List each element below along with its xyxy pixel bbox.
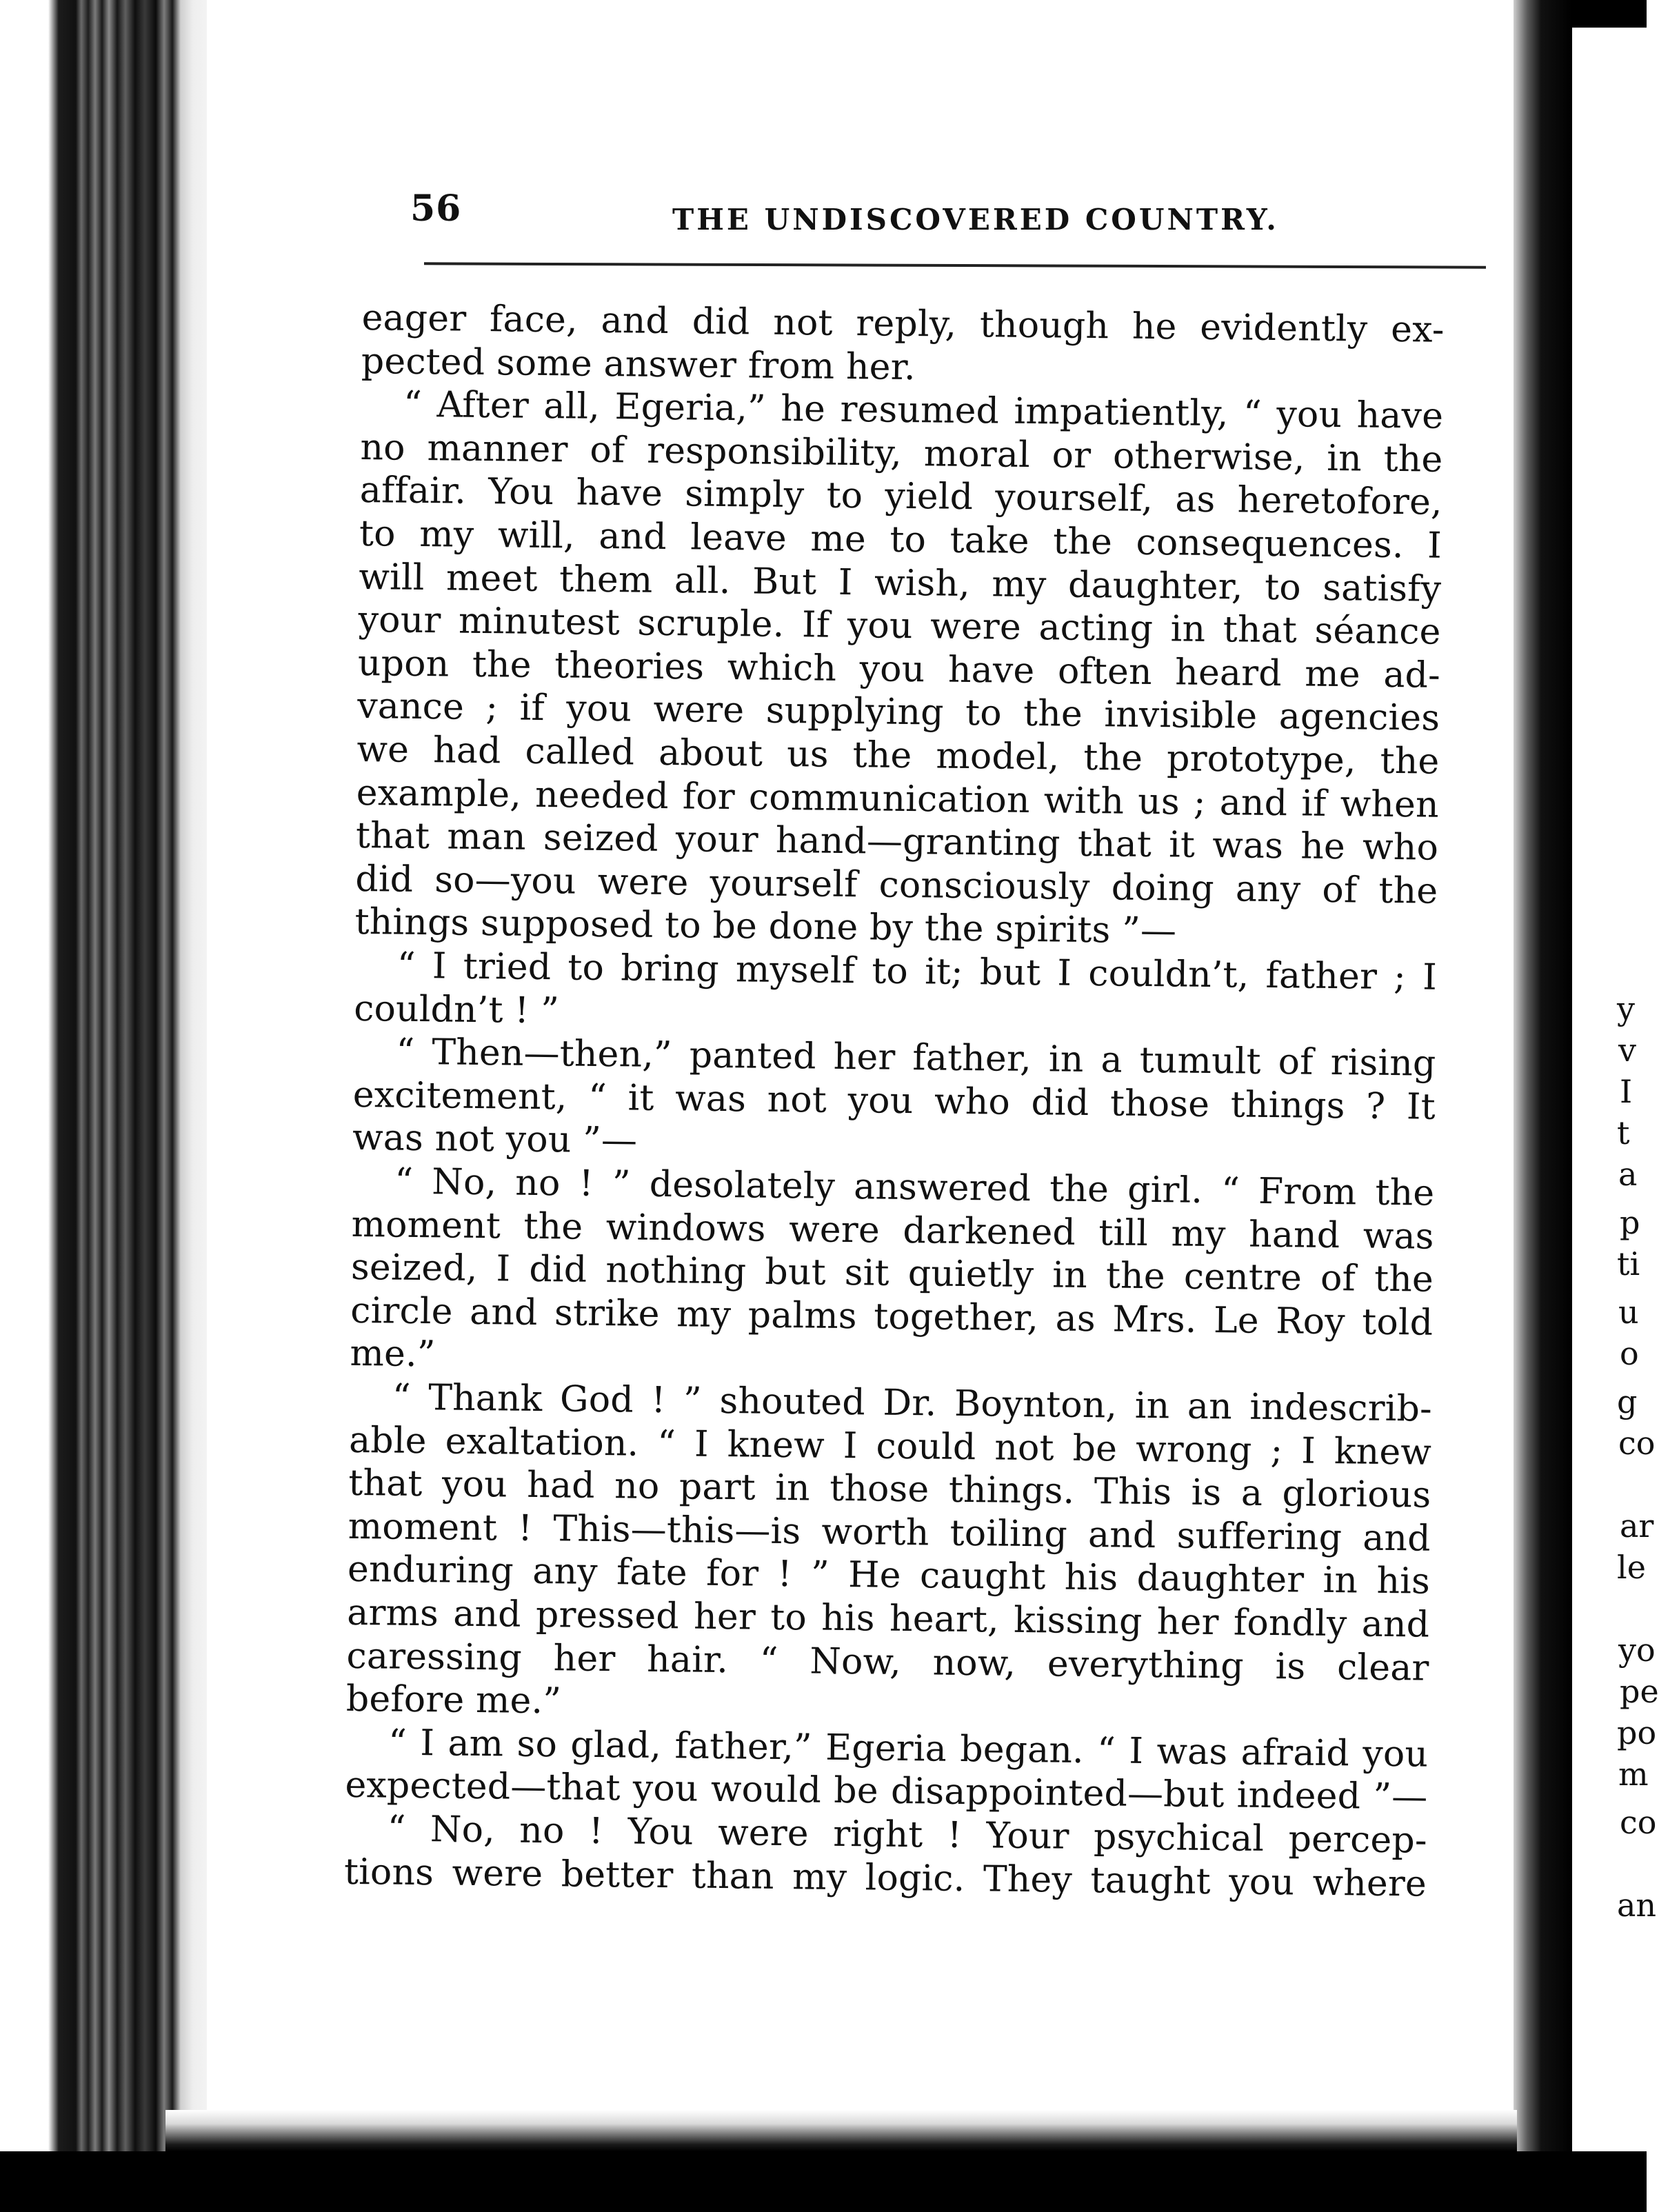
text-line: me.” [350,1333,436,1376]
text-line: “ Thank God ! ” shouted Dr. Boynton, in an indescrib- [392,1376,1433,1430]
text-line: affair. You have simply to yield yourself, as heretofore, [359,470,1443,524]
text-line: was not you ”— [352,1117,638,1162]
text-line: things supposed to be done by the spirits ”— [354,901,1177,952]
scan-border-bottom [0,2151,1647,2212]
facing-page-fragment: t [1617,1114,1630,1152]
facing-page-fragment: g [1617,1383,1638,1420]
facing-page-fragment: m [1618,1756,1649,1793]
text-line: excitement, “ it was not you who did those things ? It [352,1074,1436,1128]
facing-page-fragment: v [1618,1032,1636,1069]
text-line: pected some answer from her. [361,340,916,388]
body-text [342,296,1445,2088]
text-line: your minutest scruple. If you were acting in that séance [358,599,1441,653]
text-line: “ No, no ! You were right ! Your psychical percep- [387,1808,1428,1862]
text-line: seized, I did nothing but sit quietly in the centre of the [350,1247,1434,1300]
text-line: that you had no part in those things. This is a glorious [348,1462,1431,1516]
facing-page-fragment: le [1617,1549,1646,1586]
facing-page-fragment: o [1620,1335,1639,1372]
page-number: 56 [410,188,462,230]
text-line: to my will, and leave me to take the consequences. I [359,512,1442,567]
running-head [410,188,1486,250]
book-spine-edge [0,0,207,2212]
facing-page-fragment: ar [1620,1507,1654,1545]
text-line: eager face, and did not reply, though he evidently ex- [361,296,1445,351]
text-line: before me.” [345,1678,562,1722]
facing-page-fragment: ti [1617,1245,1640,1283]
running-title: THE UNDISCOVERED COUNTRY. [672,203,1279,237]
page-bottom-edge [165,2110,1517,2151]
text-line: “ I tried to bring myself to it; but I couldn’t, father ; I [396,945,1438,998]
facing-page-fragment: co [1620,1804,1657,1841]
text-line: expected—that you would be disappointed—but indeed ”— [345,1764,1428,1819]
text-line: circle and strike my palms together, as Mrs. Le Roy told [350,1289,1434,1344]
book-gutter [1514,0,1572,2212]
facing-page-fragment: u [1618,1294,1639,1331]
text-line: did so—you were yourself consciously doing any of the [355,858,1438,912]
text-line: no manner of responsibility, moral or otherwise, in the [360,426,1443,481]
text-line: arms and pressed her to his heart, kissing her fondly and [347,1591,1430,1646]
text-line: “ Then—then,” panted her father, in a tumult of rising [396,1031,1436,1085]
text-line: vance ; if you were supplying to the invisible agencies [356,685,1440,740]
text-line: moment ! This—this—is worth toiling and suffering and [348,1505,1431,1560]
text-line: example, needed for communication with us ; and if when [356,772,1440,826]
text-line: “ After all, Egeria,” he resumed impatiently, “ you have [403,383,1444,437]
text-line: couldn’t ! ” [353,987,560,1032]
text-line: able exaltation. “ I knew I could not be wrong ; I knew [348,1419,1432,1474]
text-line: enduring any fate for ! ” He caught his daughter in his [347,1549,1431,1603]
facing-page-fragment: an [1617,1887,1657,1924]
text-line: that man seized your hand—granting that it was he who [355,815,1439,869]
facing-page-fragment: pe [1620,1673,1659,1710]
facing-page-fragment: I [1620,1073,1633,1110]
text-line: caressing her hair. “ Now, now, everything is clear [346,1635,1429,1689]
text-line: will meet them all. But I wish, my daughter, to satisfy [359,556,1442,610]
text-line: we had called about us the model, the prototype, the [356,728,1440,783]
facing-page-fragment: co [1618,1425,1656,1462]
text-line: “ No, no ! ” desolately answered the girl. “ From the [394,1160,1435,1214]
facing-page-fragment: p [1620,1204,1640,1241]
text-line: “ I am so glad, father,” Egeria began. “ I was afraid you [388,1722,1429,1776]
facing-page-fragment: yo [1618,1631,1656,1669]
facing-page-fragment: a [1618,1156,1638,1193]
facing-page-fragment: po [1617,1714,1657,1751]
text-line: tions were better than my logic. They taught you where [343,1851,1427,1905]
text-line: upon the theories which you have often heard me ad- [357,642,1441,696]
facing-page-fragment: y [1617,990,1635,1027]
text-line: moment the windows were darkened till my hand was [351,1203,1434,1258]
